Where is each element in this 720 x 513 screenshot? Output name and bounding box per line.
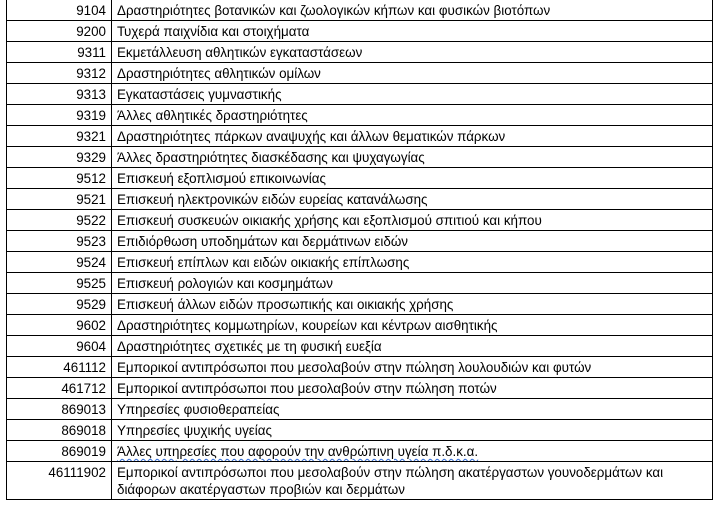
activity-description: Άλλες αθλητικές δραστηριότητες (112, 105, 713, 126)
activity-description: Εμπορικοί αντιπρόσωποι που μεσολαβούν στην πώληση ακατέργαστων γουνοδερμάτων και διάφορων ακατέργαστων προβιών και δερμάτων (112, 462, 713, 500)
table-row (7, 0, 713, 21)
activity-code: 869018 (7, 420, 112, 441)
activity-description: Τυχερά παιχνίδια και στοιχήματα (112, 21, 713, 42)
activity-code: 9104 (7, 0, 112, 21)
activity-code: 461112 (7, 357, 112, 378)
activity-code: 9604 (7, 336, 112, 357)
activity-code: 9525 (7, 273, 112, 294)
table-row (7, 189, 713, 210)
table-row (7, 84, 713, 105)
activity-code: 9523 (7, 231, 112, 252)
table-row (7, 63, 713, 84)
activity-code: 9522 (7, 210, 112, 231)
activity-code: 461712 (7, 378, 112, 399)
activity-code: 9329 (7, 147, 112, 168)
table-row (7, 462, 713, 500)
activity-description: Υπηρεσίες φυσιοθεραπείας (112, 399, 713, 420)
table-row (7, 231, 713, 252)
table-row (7, 126, 713, 147)
table-row (7, 294, 713, 315)
activity-code: 9319 (7, 105, 112, 126)
table-row (7, 42, 713, 63)
activity-code: 9521 (7, 189, 112, 210)
activity-description: Δραστηριότητες πάρκων αναψυχής και άλλων θεματικών πάρκων (112, 126, 713, 147)
table-row (7, 273, 713, 294)
table-row (7, 357, 713, 378)
activity-description: Εγκαταστάσεις γυμναστικής (112, 84, 713, 105)
activity-codes-table (6, 0, 713, 500)
table-row (7, 147, 713, 168)
activity-code: 46111902 (7, 462, 112, 500)
table-row (7, 105, 713, 126)
activity-description: Εμπορικοί αντιπρόσωποι που μεσολαβούν στην πώληση λουλουδιών και φυτών (112, 357, 713, 378)
table-row (7, 420, 713, 441)
activity-code: 9311 (7, 42, 112, 63)
table-row (7, 399, 713, 420)
table-row (7, 378, 713, 399)
activity-code: 9602 (7, 315, 112, 336)
activity-code: 9313 (7, 84, 112, 105)
activity-description: Επισκευή εξοπλισμού επικοινωνίας (112, 168, 713, 189)
activity-code: 869013 (7, 399, 112, 420)
table-row (7, 168, 713, 189)
activity-description: Επισκευή επίπλων και ειδών οικιακής επίπλωσης (112, 252, 713, 273)
activity-description: Υπηρεσίες ψυχικής υγείας (112, 420, 713, 441)
activity-description: Εμπορικοί αντιπρόσωποι που μεσολαβούν στην πώληση ποτών (112, 378, 713, 399)
activity-description: Άλλες δραστηριότητες διασκέδασης και ψυχαγωγίας (112, 147, 713, 168)
activity-description: Επισκευή συσκευών οικιακής χρήσης και εξοπλισμού σπιτιού και κήπου (112, 210, 713, 231)
table-row (7, 252, 713, 273)
activity-description: Επισκευή ρολογιών και κοσμημάτων (112, 273, 713, 294)
activity-description (112, 441, 713, 462)
activity-code: 9321 (7, 126, 112, 147)
activity-description: Επισκευή ηλεκτρονικών ειδών ευρείας κατανάλωσης (112, 189, 713, 210)
spellcheck-marked-text: Άλλες υπηρεσίες που αφορούν την ανθρώπινη υγεία π.δ.κ.α. (117, 444, 479, 459)
activity-code: 869019 (7, 441, 112, 462)
table-row (7, 441, 713, 462)
activity-code: 9200 (7, 21, 112, 42)
table-row (7, 315, 713, 336)
activity-code: 9512 (7, 168, 112, 189)
activity-description: Δραστηριότητες κομμωτηρίων, κουρείων και κέντρων αισθητικής (112, 315, 713, 336)
activity-description: Δραστηριότητες βοτανικών και ζωολογικών κήπων και φυσικών βιοτόπων (112, 0, 713, 21)
activity-code: 9529 (7, 294, 112, 315)
activity-description: Δραστηριότητες σχετικές με τη φυσική ευεξία (112, 336, 713, 357)
activity-description: Επιδιόρθωση υποδημάτων και δερμάτινων ειδών (112, 231, 713, 252)
activity-code: 9312 (7, 63, 112, 84)
table-row (7, 210, 713, 231)
activity-description: Δραστηριότητες αθλητικών ομίλων (112, 63, 713, 84)
activity-code: 9524 (7, 252, 112, 273)
activity-description: Επισκευή άλλων ειδών προσωπικής και οικιακής χρήσης (112, 294, 713, 315)
table-row (7, 21, 713, 42)
table-row (7, 336, 713, 357)
activity-description: Εκμετάλλευση αθλητικών εγκαταστάσεων (112, 42, 713, 63)
